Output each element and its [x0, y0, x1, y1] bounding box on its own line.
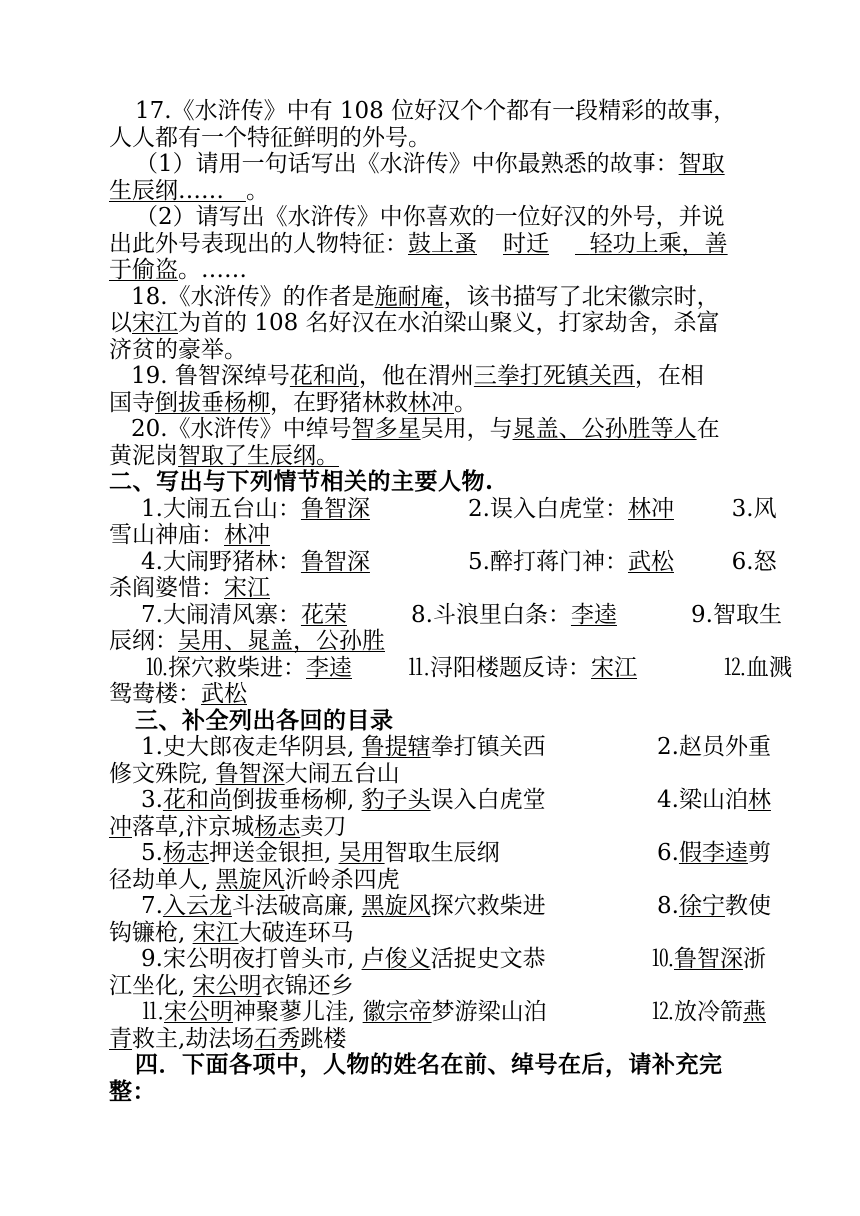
sec2-row4-cont: 鸳鸯楼：武松: [109, 681, 247, 707]
q19-line2: 国寺倒拔垂杨柳，在野猪林救林冲。: [109, 389, 477, 416]
sec3-r5-answer2: 鲁智深: [674, 946, 743, 972]
sec3-row2: 3.花和尚倒拔垂杨柳, 豹子头误入白虎堂 4.梁山泊林: [141, 787, 771, 813]
sec2-answer-6: 宋江: [224, 575, 270, 601]
q17-sub2-line1: （2）请写出《水浒传》中你喜欢的一位好汉的外号，并说: [135, 204, 725, 230]
sec3-r1-answer2: 鲁智深: [215, 760, 285, 787]
sec2-row4: ⒑探穴救柴进：李逵 ⒒浔阳楼题反诗：宋江 ⒓血溅: [145, 654, 792, 681]
sec3-r3-answer1: 杨志: [162, 840, 209, 866]
sec2-row2: 4.大闹野猪林：鲁智深 5.醉打蒋门神：武松 6.怒: [141, 548, 777, 575]
q18-leader: 宋江: [132, 310, 178, 336]
q18-line1: 18.《水浒传》的作者是施耐庵，该书描写了北宋徽宗时，: [131, 283, 720, 310]
sec3-row2-cont: 冲落草,汴京城杨志卖刀: [109, 813, 347, 840]
sec2-answer-10: 李逵: [306, 654, 352, 681]
sec2-row2-cont: 杀阎婆惜：宋江: [109, 575, 270, 601]
sec3-r5-answer1: 卢俊义: [361, 946, 431, 972]
q17-sub1-cont: [109, 178, 799, 205]
q17-sub1-prompt: （1）请用一句话写出《水浒传》中你最熟悉的故事：: [135, 151, 679, 177]
sec3-row3: 5.杨志押送金银担, 吴用智取生辰纲 6.假李逵剪: [141, 840, 771, 866]
q17-sub2-ans-name: 时迁: [503, 230, 549, 257]
sec2-row1-cont: 雪山神庙：林冲: [109, 522, 270, 548]
sec2-answer-1: 鲁智深: [300, 495, 370, 522]
worksheet-page: [109, 98, 799, 1105]
q17-sub2-ans-nick: 鼓上蚤: [408, 230, 477, 257]
sec3-r3-answer3: 假李逵: [678, 840, 748, 866]
sec2-answer-3: 林冲: [224, 522, 270, 548]
sec2-row3: 7.大闹清风寨：花荣 8.斗浪里白条：李逵 9.智取生: [141, 601, 782, 628]
sec3-row1-cont: 修文殊院, 鲁智深大闹五台山: [109, 760, 400, 787]
q17-sub2-line3: [109, 257, 799, 284]
q18-line2: 以宋江为首的 108 名好汉在水泊梁山聚义，打家劫舍，杀富: [109, 310, 720, 336]
q17-sub2-prompt: 出此外号表现出的人物特征：: [109, 230, 408, 257]
sec2-answer-8: 李逵: [570, 601, 617, 628]
sec3-r3-answer4: 黑旋风: [215, 866, 285, 893]
sec3-r2-answer3: 林: [747, 787, 771, 813]
q20-nick: 智多星: [351, 416, 421, 442]
q17-sub2-line2: [109, 231, 799, 258]
q20-line1: 20.《水浒传》中绰号智多星吴用，与晁盖、公孙胜等人在: [131, 416, 720, 442]
sec3-r5-answer3: 宋公明: [192, 972, 262, 999]
sec3-r6-answer1: 宋公明: [164, 999, 233, 1025]
sec3-r4-answer4: 宋江: [192, 919, 239, 946]
q19-rescued: 林冲: [408, 389, 454, 416]
q20-event: 智取了生辰纲: [178, 442, 316, 469]
sec3-row4-cont: 钩镰枪, 宋江大破连环马: [109, 919, 354, 946]
q17-sub1-answer: 智取: [678, 151, 725, 177]
q17-sub1: [109, 151, 799, 178]
sec2-answer-2: 林冲: [627, 495, 674, 522]
sec2-row1: 1.大闹五台山：鲁智深 2.误入白虎堂：林冲 3.风: [141, 495, 777, 522]
q17-line2: 人人都有一个特征鲜明的外号。: [109, 124, 431, 151]
sec2-answer-7: 花荣: [300, 601, 347, 628]
q18-line3: 济贫的豪举。: [109, 336, 247, 363]
q20-line2: 黄泥岗智取了生辰纲。: [109, 442, 339, 469]
q20-others: 晁盖、公孙胜等人: [512, 416, 697, 442]
sec2-answer-12: 武松: [201, 681, 247, 707]
q17-sub1-answer-cont: 生辰纲……: [109, 177, 224, 204]
q19-event2: 倒拔垂杨柳: [155, 389, 270, 416]
sec3-r2-answer4: 杨志: [254, 813, 301, 840]
sec3-r4-answer1: 入云龙: [162, 893, 232, 919]
q19-event1: 三拳打死镇关西: [473, 363, 635, 389]
section4-title-cont: 整：: [109, 1077, 156, 1105]
sec3-r2-answer2: 豹子头: [361, 787, 431, 813]
sec2-answer-11: 宋江: [591, 654, 637, 681]
q17-sub1-end: 。: [245, 177, 269, 204]
sec3-r1-answer1: 鲁提辖: [361, 734, 431, 760]
section2-title: 二、写出与下列情节相关的主要人物.: [109, 468, 494, 495]
sec3-row4: 7.入云龙斗法破高廉, 黑旋风探穴救柴进 8.徐宁教使: [141, 893, 771, 919]
q17-sub2-ans-trait: 轻功上乘，善: [589, 230, 728, 257]
q17-line1: 17.《水浒传》中有 108 位好汉个个都有一段精彩的故事，: [135, 98, 737, 124]
sec3-row1: 1.史大郎夜走华阴县, 鲁提辖拳打镇关西 2.赵员外重: [141, 734, 771, 760]
q17-sub2-end: 。……: [178, 257, 247, 283]
sec3-r6-answer3: 燕: [743, 999, 766, 1025]
sec3-row6: ⒒宋公明神聚蓼儿洼, 徽宗帝梦游梁山泊 ⒓放冷箭燕: [141, 999, 766, 1025]
sec3-row3-cont: 径劫单人, 黑旋风沂岭杀四虎: [109, 866, 400, 893]
sec3-row5-cont: 江坐化, 宋公明衣锦还乡: [109, 972, 354, 999]
sec3-r6-answer2: 徽宗帝: [362, 999, 432, 1025]
section3-title: 三、补全列出各回的目录: [135, 706, 394, 734]
sec2-answer-5: 武松: [627, 548, 674, 575]
sec3-row5: 9.宋公明夜打曾头市, 卢俊义活捉史文恭 ⒑鲁智深浙: [141, 946, 766, 972]
sec3-r4-answer2: 黑旋风: [361, 893, 431, 919]
sec2-answer-4: 鲁智深: [300, 548, 370, 575]
sec3-r3-answer2: 吴用: [338, 840, 385, 866]
q17-sub2-ans-trait-cont: 于偷盗: [109, 257, 178, 283]
sec3-r6-answer4: 石秀: [254, 1025, 301, 1052]
section4-title: 四．下面各项中，人物的姓名在前、绰号在后，请补充完: [135, 1051, 723, 1078]
sec2-row3-cont: 辰纲：吴用、晁盖，公孙胜: [109, 628, 385, 654]
q19-line1: 19. 鲁智深绰号花和尚，他在渭州三拳打死镇关西，在相: [131, 363, 704, 389]
sec2-answer-9: 吴用、晁盖，公孙胜: [178, 628, 385, 654]
sec3-r4-answer3: 徐宁: [678, 893, 725, 919]
sec3-r2-answer1: 花和尚: [162, 787, 232, 813]
q19-nick: 花和尚: [289, 363, 359, 389]
q18-author: 施耐庵: [374, 283, 444, 310]
sec3-row6-cont: 青救主,劫法场石秀跳楼: [109, 1025, 347, 1052]
